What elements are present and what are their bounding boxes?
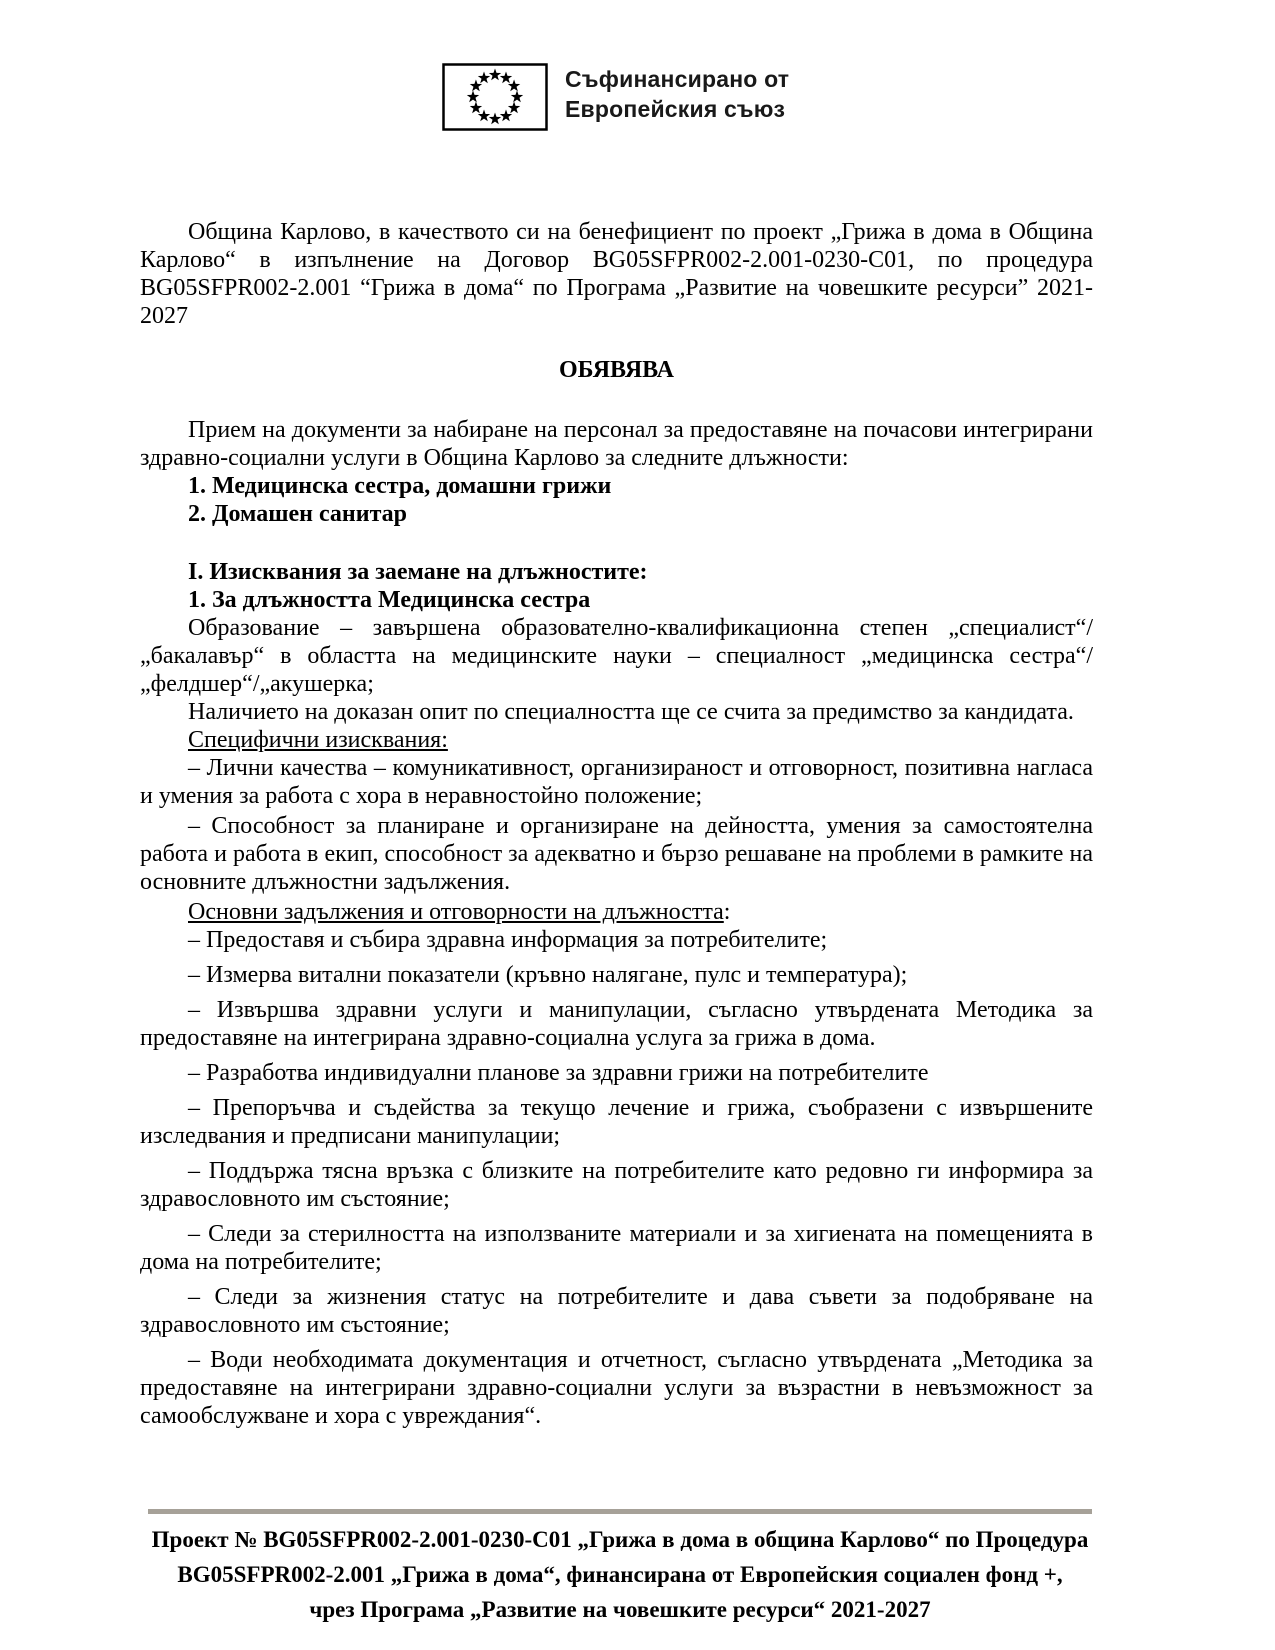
experience-paragraph: Наличието на доказан опит по специалността ще се счита за предимство за кандидата.	[188, 699, 1074, 725]
intro-paragraph: Община Карлово, в качеството си на бенефициент по проект „Грижа в дома в Община Карлово“ в изпълнение на Договор BG05SFPR002-2.001-0230-C01, по процедура BG05SFPR002-2.001 “Грижа в дома“ по Програма „Развитие на човешките ресурси” 2021-2027	[140, 219, 1093, 329]
duties-heading-text: Основни задължения и отговорности на длъжността	[188, 899, 724, 925]
section-heading: I. Изисквания за заемане на длъжностите:	[188, 559, 648, 585]
duty-item: – Следи за стерилността на използваните материали и за хигиената на помещенията в дома на потребителите;	[140, 1221, 1093, 1275]
specific-requirement-item: – Лични качества – комуникативност, организираност и отговорност, позитивна нагласа и умения за работа с хора в неравностойно положение;	[140, 755, 1093, 809]
duty-item: – Следи за жизнения статус на потребителите и дава съвети за подобряване на здравословното им състояние;	[140, 1284, 1093, 1338]
cofinance-line-2: Европейския съюз	[565, 96, 786, 122]
position-item-2: 2. Домашен санитар	[188, 501, 408, 527]
duties-heading-colon: :	[723, 899, 731, 925]
subsection-heading: 1. За длъжността Медицинска сестра	[188, 587, 591, 613]
specific-requirement-item: – Способност за планиране и организиране на дейността, умения за самостоятелна работа и работа в екип, способност за адекватно и бързо решаване на проблеми в рамките на основните длъжностни задължения.	[140, 813, 1093, 895]
duty-item: – Извършва здравни услуги и манипулации, съгласно утвърдената Методика за предоставяне на интегрирана здравно-социална услуга за грижа в дома.	[140, 997, 1093, 1051]
announce-heading: ОБЯВЯВА	[558, 357, 675, 383]
specific-requirements-heading-text: Специфични изисквания:	[188, 727, 448, 753]
duty-item: – Поддържа тясна връзка с близките на потребителите като редовно ги информира за здравословното им състояние;	[140, 1158, 1093, 1212]
footer-rule	[148, 1509, 1092, 1514]
position-item-1: 1. Медицинска сестра, домашни грижи	[188, 473, 612, 499]
duty-item: – Разработва индивидуални планове за здравни грижи на потребителите	[188, 1060, 929, 1086]
education-paragraph: Образование – завършена образователно-квалификационна степен „специалист“/ „бакалавър“ в областта на медицинските науки – специалност „медицинска сестра“/ „фелдшер“/„акушерка;	[140, 615, 1093, 697]
cofinance-label	[565, 64, 789, 124]
cofinance-line-1: Съфинансирано от	[565, 66, 790, 92]
specific-requirements-heading	[140, 726, 1093, 754]
footer-project-info	[148, 1522, 1092, 1627]
footer-project-line-3: чрез Програма „Развитие на човешките ресурси“ 2021-2027	[309, 1597, 931, 1622]
duty-item: – Измерва витални показатели (кръвно налягане, пулс и температура);	[188, 962, 908, 988]
intake-paragraph: Прием на документи за набиране на персонал за предоставяне на почасови интегрирани здравно-социални услуги в Община Карлово за следните длъжности:	[140, 417, 1093, 471]
footer-project-line-1: Проект № BG05SFPR002-2.001-0230-С01 „Грижа в дома в община Карлово“ по Процедура	[151, 1527, 1089, 1552]
duty-item: – Води необходимата документация и отчетност, съгласно утвърдената „Методика за предоставяне на интегрирани здравно-социални услуги за възрастни в невъзможност за самообслужване и хора с увреждания“.	[140, 1347, 1093, 1429]
duty-item: – Препоръчва и съдейства за текущо лечение и грижа, съобразени с извършените изследвания и предписани манипулации;	[140, 1095, 1093, 1149]
duty-item: – Предоставя и събира здравна информация за потребителите;	[188, 927, 828, 953]
duties-heading	[140, 898, 1093, 926]
footer-project-line-2: BG05SFPR002-2.001 „Грижа в дома“, финансирана от Европейския социален фонд +,	[177, 1562, 1063, 1587]
eu-flag-icon	[442, 63, 548, 131]
document-body	[140, 218, 1093, 1437]
